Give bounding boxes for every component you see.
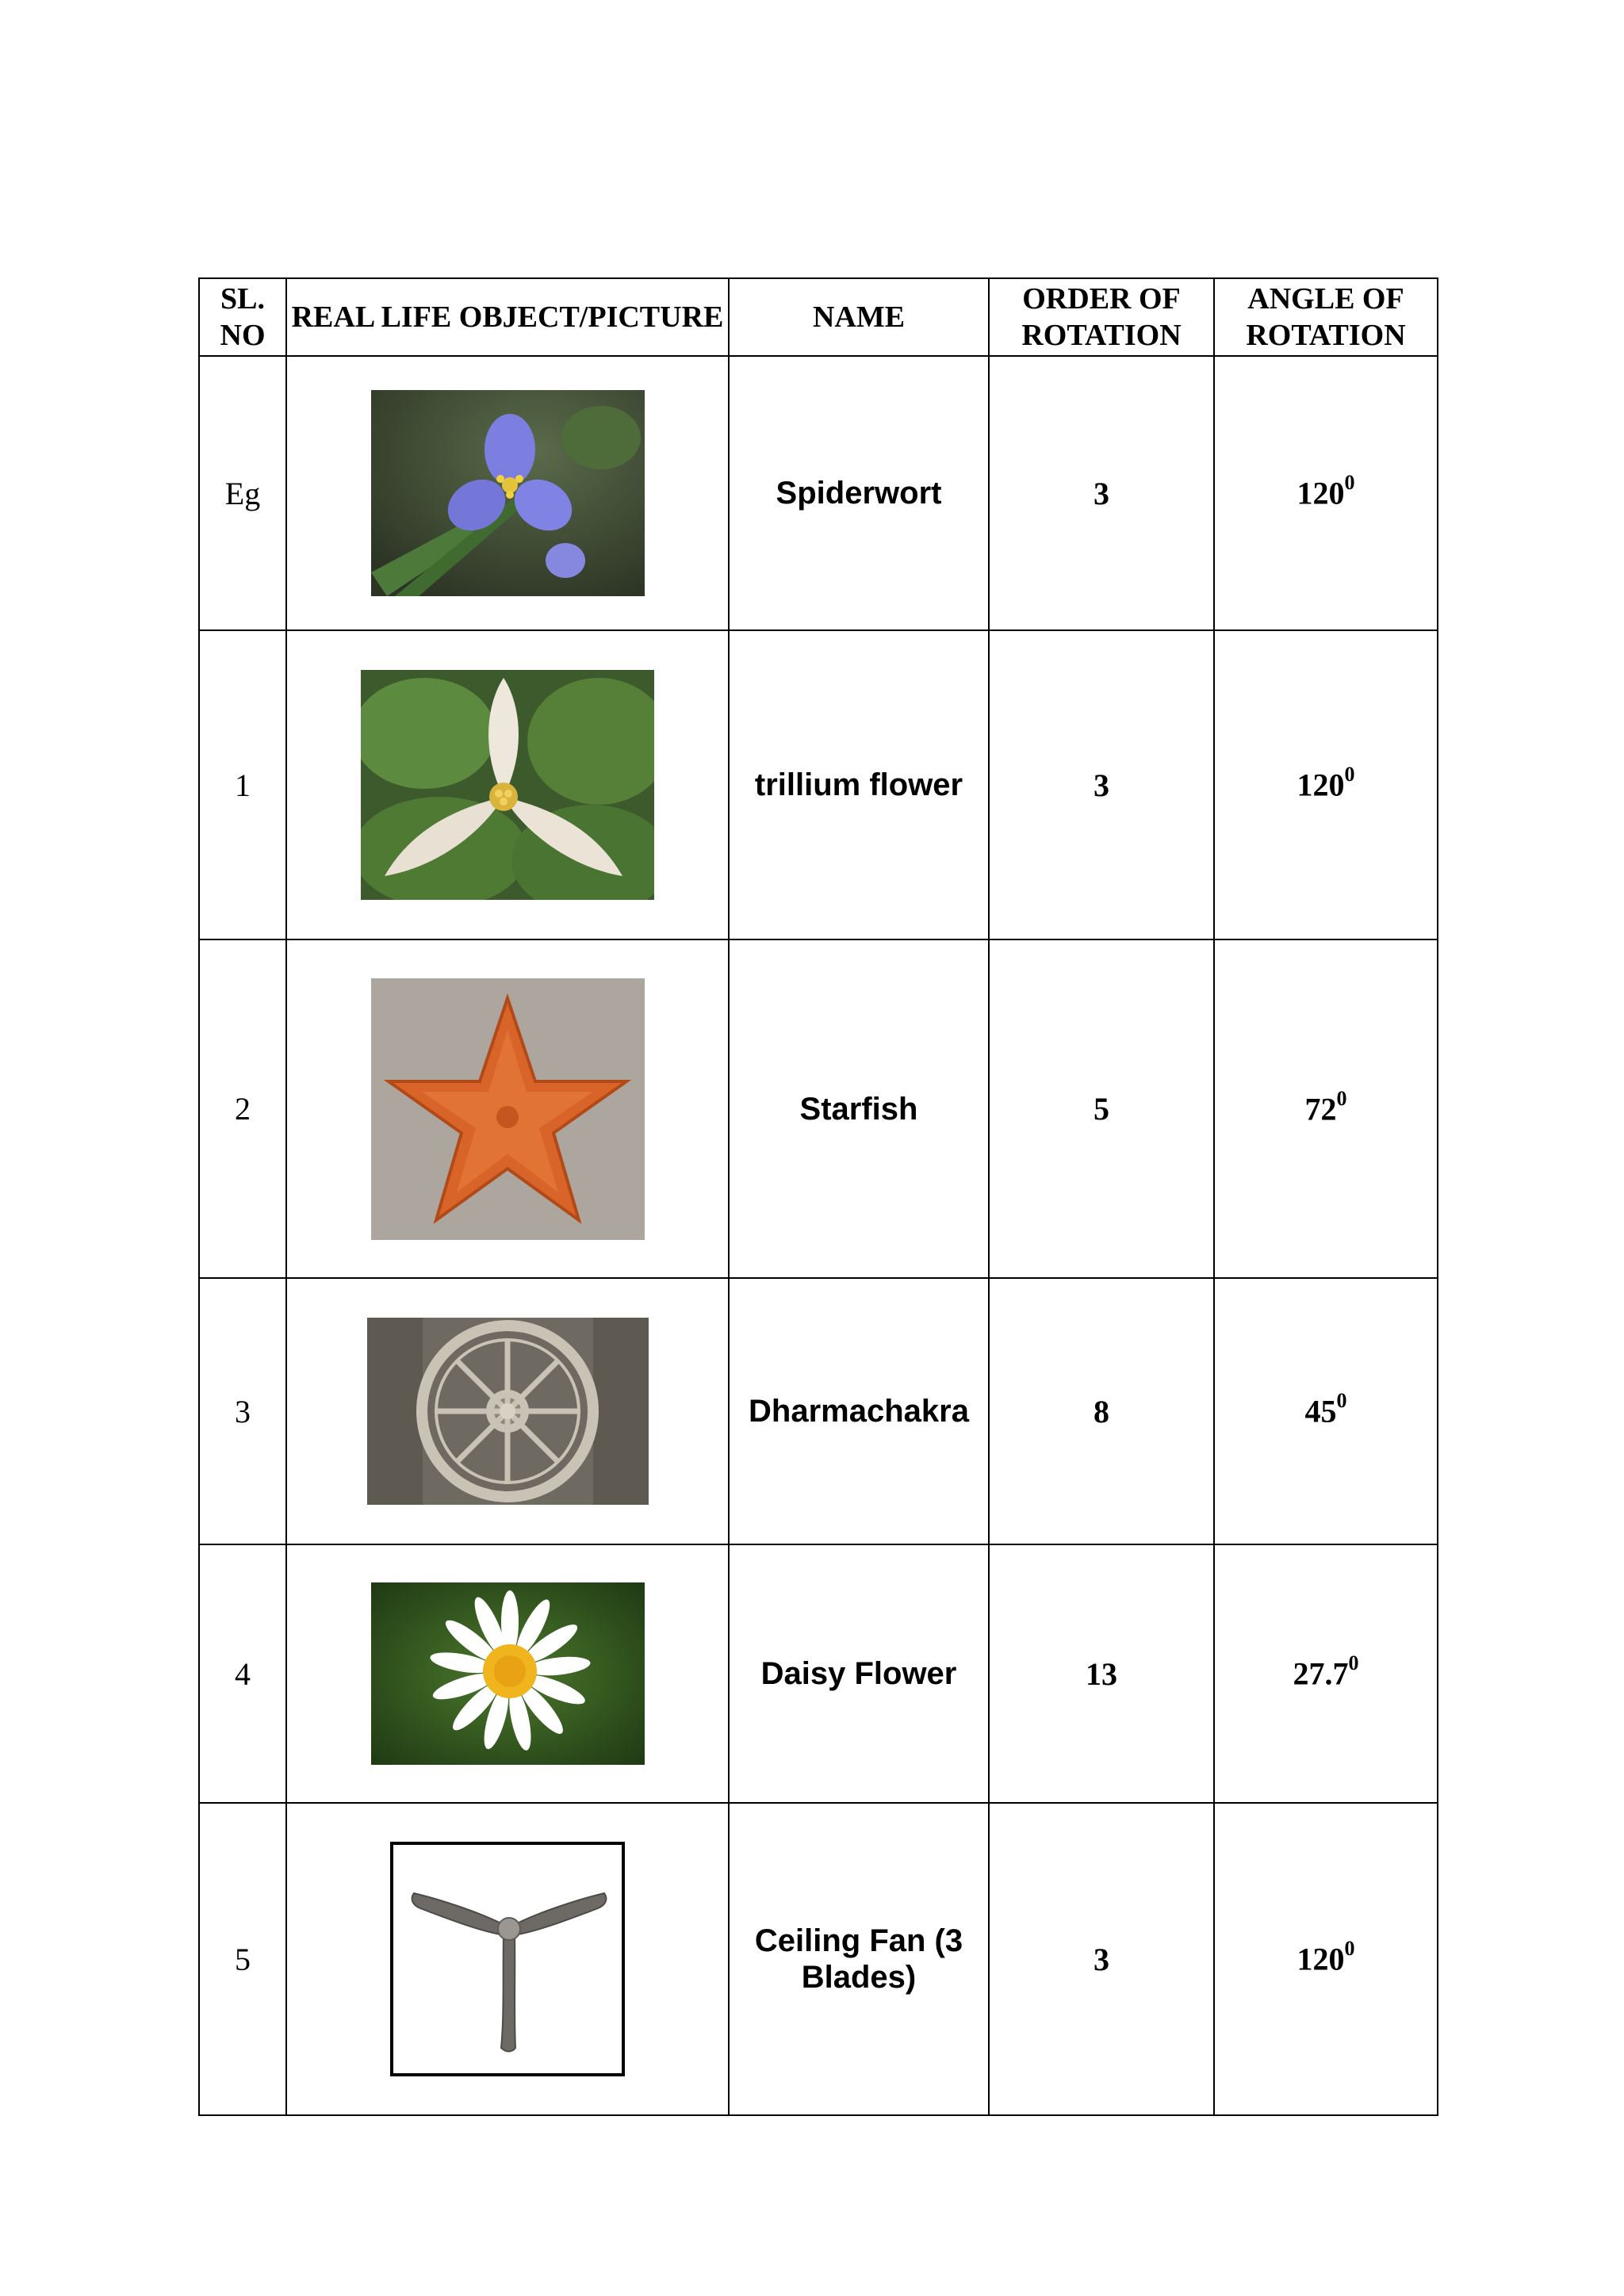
angle-superscript: 0 bbox=[1348, 1651, 1359, 1675]
order-cell: 3 bbox=[989, 1803, 1214, 2115]
angle-value: 120 bbox=[1297, 767, 1345, 803]
name-cell: Spiderwort bbox=[729, 356, 989, 630]
table-row bbox=[199, 939, 1438, 1278]
sl-cell: 4 bbox=[199, 1544, 286, 1803]
angle-cell bbox=[1214, 939, 1438, 1278]
angle-superscript: 0 bbox=[1344, 471, 1355, 495]
angle-value: 45 bbox=[1304, 1393, 1337, 1429]
picture-cell bbox=[286, 1544, 729, 1803]
name-cell: Starfish bbox=[729, 939, 989, 1278]
angle-cell bbox=[1214, 1803, 1438, 2115]
sl-cell: 3 bbox=[199, 1278, 286, 1544]
picture-cell bbox=[286, 1803, 729, 2115]
angle-superscript: 0 bbox=[1336, 1389, 1347, 1413]
angle-value: 27.7 bbox=[1293, 1655, 1349, 1692]
header-angle-of-rotation: ANGLE OF ROTATION bbox=[1214, 278, 1438, 356]
angle-superscript: 0 bbox=[1336, 1086, 1347, 1110]
order-cell: 13 bbox=[989, 1544, 1214, 1803]
ceiling-fan-photo bbox=[390, 1842, 625, 2076]
angle-superscript: 0 bbox=[1344, 1937, 1355, 1961]
rotation-table bbox=[198, 277, 1438, 2116]
sl-cell: 1 bbox=[199, 630, 286, 939]
angle-cell bbox=[1214, 1278, 1438, 1544]
header-name: NAME bbox=[729, 278, 989, 356]
picture-cell bbox=[286, 939, 729, 1278]
header-object-picture: REAL LIFE OBJECT/PICTURE bbox=[286, 278, 729, 356]
order-cell: 8 bbox=[989, 1278, 1214, 1544]
name-cell: Ceiling Fan (3 Blades) bbox=[729, 1803, 989, 2115]
header-sl-no: SL. NO bbox=[199, 278, 286, 356]
angle-value: 120 bbox=[1297, 1941, 1345, 1977]
picture-cell bbox=[286, 630, 729, 939]
name-cell: trillium flower bbox=[729, 630, 989, 939]
angle-value: 72 bbox=[1304, 1091, 1337, 1127]
header-order-of-rotation: ORDER OF ROTATION bbox=[989, 278, 1214, 356]
starfish-photo bbox=[371, 978, 645, 1240]
angle-value: 120 bbox=[1297, 475, 1345, 511]
order-cell: 3 bbox=[989, 630, 1214, 939]
trillium-photo bbox=[361, 670, 654, 900]
table-row bbox=[199, 1544, 1438, 1803]
order-cell: 5 bbox=[989, 939, 1214, 1278]
angle-superscript: 0 bbox=[1344, 763, 1355, 786]
sl-cell: Eg bbox=[199, 356, 286, 630]
dharmachakra-photo bbox=[367, 1318, 649, 1505]
daisy-photo bbox=[371, 1582, 645, 1765]
table-row bbox=[199, 1803, 1438, 2115]
name-cell: Dharmachakra bbox=[729, 1278, 989, 1544]
name-cell: Daisy Flower bbox=[729, 1544, 989, 1803]
sl-cell: 5 bbox=[199, 1803, 286, 2115]
picture-cell bbox=[286, 1278, 729, 1544]
spiderwort-photo bbox=[371, 390, 645, 596]
angle-cell bbox=[1214, 630, 1438, 939]
order-cell: 3 bbox=[989, 356, 1214, 630]
sl-cell: 2 bbox=[199, 939, 286, 1278]
header-row bbox=[199, 278, 1438, 356]
table-row bbox=[199, 1278, 1438, 1544]
angle-cell bbox=[1214, 356, 1438, 630]
picture-cell bbox=[286, 356, 729, 630]
table-row bbox=[199, 356, 1438, 630]
table-row bbox=[199, 630, 1438, 939]
angle-cell bbox=[1214, 1544, 1438, 1803]
